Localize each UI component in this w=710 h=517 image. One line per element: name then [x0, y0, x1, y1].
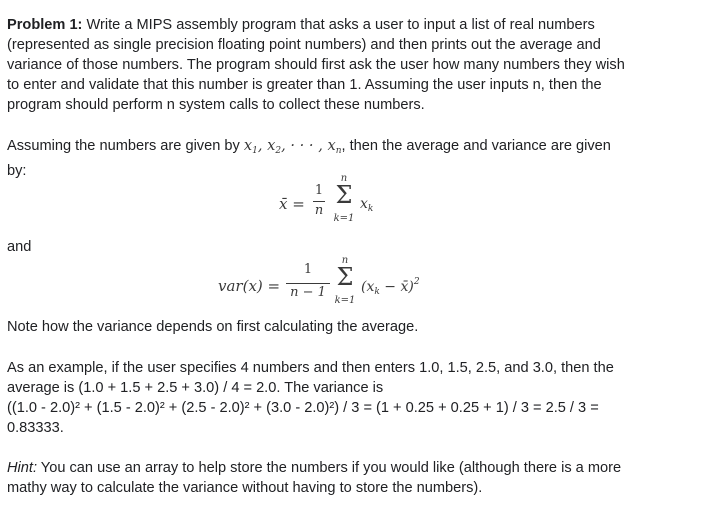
- hint-paragraph: [7, 458, 697, 498]
- variance-fraction-bar: [286, 283, 330, 284]
- mean-numerator: 1: [314, 183, 324, 198]
- assumption-line-2: by:: [7, 163, 27, 179]
- hint-line-2: mathy way to calculate the variance without having to store the numbers).: [7, 480, 483, 496]
- assumption-line-1: Assuming the numbers are given by $x_1$, $x_2$, · · · , $x_n$, then the average and variance are given: [7, 137, 611, 156]
- variance-term: ($x_k$ − x̄)$^2$: [361, 277, 420, 297]
- variance-sum-upper: n: [341, 255, 349, 266]
- mean-sum-upper: n: [340, 173, 348, 184]
- problem-label: Problem 1:: [7, 17, 83, 33]
- problem-statement: [7, 15, 697, 115]
- note-text: Note how the variance depends on first calculating the average.: [7, 319, 419, 335]
- example-line-3: ((1.0 - 2.0)² + (1.5 - 2.0)² + (2.5 - 2.0)² + (3.0 - 2.0)²) / 3 = (1 + 0.25 + 0.25 + 1) / 3 = 2.5 / 3 =: [7, 400, 599, 416]
- variance-sum-symbol: Σ: [336, 263, 354, 291]
- problem-line-3: variance of those numbers. The program should first ask the user how many numbers they wish: [7, 57, 625, 73]
- and-label: and: [7, 239, 32, 255]
- variance-sum-lower: k=1: [334, 295, 356, 306]
- mean-lhs: x̄ =: [279, 195, 305, 213]
- variable-list: $x_1$, $x_2$, · · · , $x_n$: [243, 137, 342, 156]
- mean-denominator: n: [314, 203, 324, 218]
- problem-line-1: Problem 1: Write a MIPS assembly program that asks a user to input a list of real numbers: [7, 17, 595, 33]
- hint-label: Hint:: [7, 460, 38, 476]
- variance-lhs: var(x) =: [218, 277, 281, 295]
- example-line-2: average is (1.0 + 1.5 + 2.5 + 3.0) / 4 = 2.0. The variance is: [7, 380, 384, 396]
- problem-line-2: (represented as single precision floating point numbers) and then prints out the average and: [7, 37, 601, 53]
- example-line-1: As an example, if the user specifies 4 numbers and then enters 1.0, 1.5, 2.5, and 3.0, then the: [7, 360, 614, 376]
- hint-line-1: Hint: You can use an array to help store the numbers if you would like (although there is a more: [7, 460, 622, 476]
- problem-line-5: program should perform n system calls to collect these numbers.: [7, 97, 425, 113]
- example-paragraph: [7, 358, 697, 438]
- mean-sum-symbol: Σ: [335, 181, 353, 209]
- variance-denominator: n − 1: [290, 285, 326, 300]
- problem-line-4: to enter and validate that this number is greater than 1. Assuming the user inputs n, then the: [7, 77, 602, 93]
- mean-sum-lower: k=1: [333, 213, 355, 224]
- mean-fraction-bar: [313, 201, 325, 202]
- variance-numerator: 1: [303, 262, 313, 277]
- mean-term: $x_k$: [360, 196, 374, 214]
- example-line-4: 0.83333.: [7, 420, 64, 436]
